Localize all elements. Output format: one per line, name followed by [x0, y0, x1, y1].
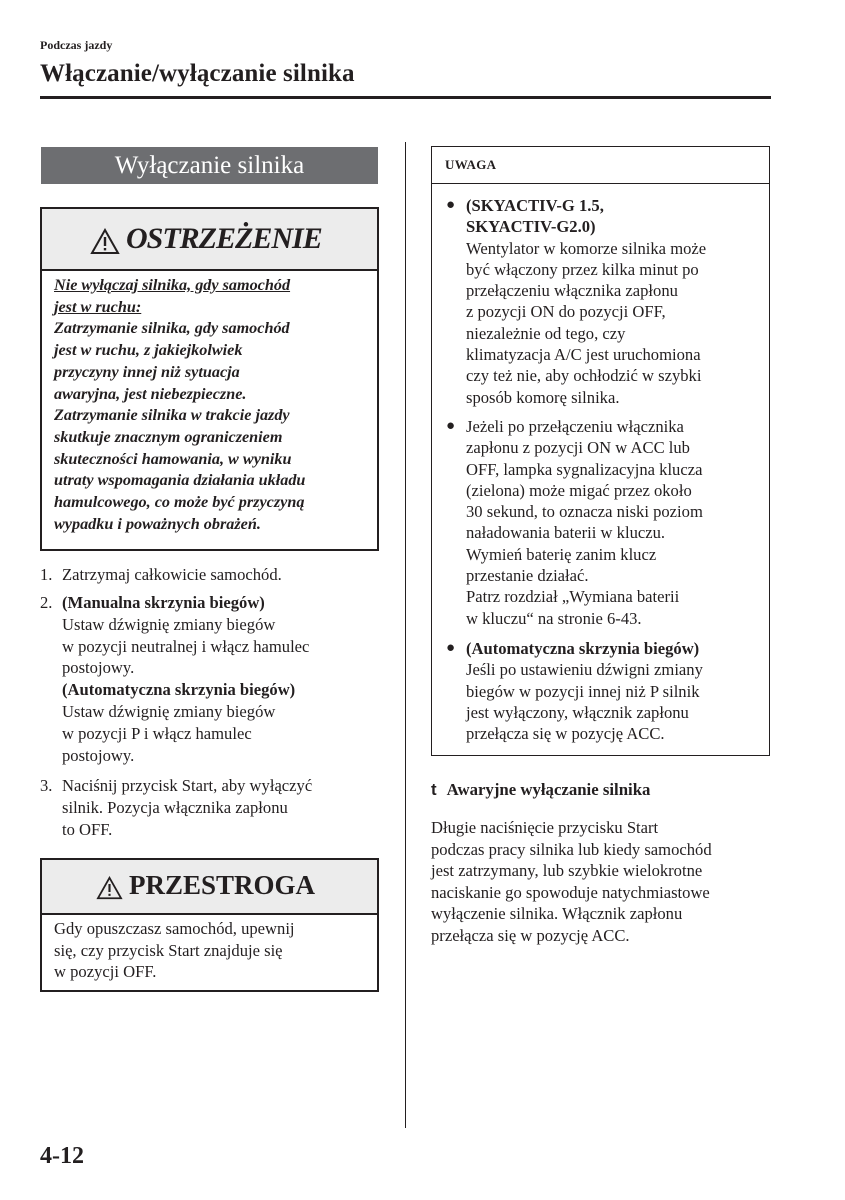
bullet-line: 30 sekund, to oznacza niski poziom — [466, 502, 703, 522]
bullet-line: Wentylator w komorze silnika może — [466, 238, 707, 258]
step-line: silnik. Pozycja włącznika zapłonu — [62, 797, 288, 817]
warning-line: hamulcowego, co może być przyczyną — [54, 493, 305, 512]
paragraph-line: naciskanie go spowoduje natychmiastowe — [431, 882, 710, 902]
bullet-title: (SKYACTIV-G 1.5, — [466, 196, 604, 215]
subsection-paragraph — [431, 817, 776, 947]
step-line: Naciśnij przycisk Start, aby wyłączyć — [62, 776, 313, 795]
bullet-title: SKYACTIV-G2.0) — [466, 217, 596, 237]
paragraph-line: wyłączenie silnika. Włącznik zapłonu — [431, 904, 683, 924]
step-number: 2. — [40, 593, 53, 612]
subsection-heading — [431, 780, 650, 800]
note-header — [432, 147, 769, 184]
caution-line: w pozycji OFF. — [54, 962, 157, 982]
bullet-line: przełącza się w pozycję ACC. — [466, 724, 665, 744]
bullet-line: jest wyłączony, włącznik zapłonu — [466, 702, 689, 722]
bullet-line: z pozycji ON do pozycji OFF, — [466, 302, 666, 322]
caution-title: PRZESTROGA — [129, 870, 316, 900]
note-bullet-3 — [446, 638, 766, 748]
caution-body — [54, 918, 372, 983]
step-subtitle: (Manualna skrzynia biegów) — [62, 593, 265, 612]
bullet-line: przełączeniu włącznika zapłonu — [466, 281, 678, 301]
paragraph-line: przełącza się w pozycję ACC. — [431, 925, 630, 945]
bullet-line: Jeżeli po przełączeniu włącznika — [466, 417, 684, 436]
page-number: 4-12 — [40, 1143, 84, 1169]
bullet-line: (zielona) może migać przez około — [466, 480, 692, 500]
warning-header — [42, 209, 377, 271]
warning-line: Zatrzymanie silnika w trakcie jazdy — [54, 406, 290, 425]
bullet-line: biegów w pozycji innej niż P silnik — [466, 681, 700, 701]
warning-line: Zatrzymanie silnika, gdy samochód — [54, 319, 290, 338]
paragraph-line: Długie naciśnięcie przycisku Start — [431, 818, 659, 837]
step-number: 1. — [40, 565, 53, 584]
warning-title: OSTRZEŻENIE — [126, 222, 322, 255]
bullet-dot-icon: ● — [446, 197, 456, 213]
step-line: postojowy. — [62, 745, 135, 765]
bullet-line: być włączony przez kilka minut po — [466, 259, 699, 279]
bullet-line: Wymień baterię zanim klucz — [466, 544, 657, 564]
bullet-line: Jeśli po ustawieniu dźwigni zmiany — [466, 660, 703, 680]
step-subtitle: (Automatyczna skrzynia biegów) — [62, 680, 296, 700]
section-marker: t — [431, 780, 437, 799]
paragraph-line: podczas pracy silnika lub kiedy samochód — [431, 839, 712, 859]
bullet-line: czy też nie, aby ochłodzić w szybki — [466, 366, 702, 386]
warning-triangle-icon — [90, 228, 120, 255]
subsection-title: Awaryjne wyłączanie silnika — [446, 780, 651, 799]
column-divider — [405, 142, 406, 1128]
warning-line: wypadku i poważnych obrażeń. — [54, 514, 261, 533]
warning-triangle-icon — [96, 876, 123, 900]
note-box — [431, 146, 770, 756]
warning-line: skuteczności hamowania, w wyniku — [54, 449, 292, 468]
bullet-dot-icon: ● — [446, 640, 456, 656]
step-line: w pozycji P i włącz hamulec — [62, 723, 252, 743]
warning-line: utraty wspomagania działania układu — [54, 471, 306, 490]
bullet-line: klimatyzacja A/C jest uruchomiona — [466, 345, 701, 365]
step-line: w pozycji neutralnej i włącz hamulec — [62, 636, 310, 656]
step-line: postojowy. — [62, 658, 135, 678]
warning-line: awaryjna, jest niebezpieczne. — [54, 384, 247, 403]
note-bullet-2 — [446, 416, 766, 631]
step-3 — [40, 775, 390, 845]
bullet-line: naładowania baterii w kluczu. — [466, 523, 666, 543]
step-1 — [40, 564, 390, 588]
note-title: UWAGA — [445, 157, 497, 172]
bullet-line: zapłonu z pozycji ON w ACC lub — [466, 438, 690, 458]
caution-box — [40, 858, 379, 992]
caution-line: Gdy opuszczasz samochód, upewnij — [54, 919, 295, 938]
warning-box — [40, 207, 379, 551]
warning-line: przyczyny innej niż sytuacja — [54, 362, 240, 381]
title-rule — [40, 96, 771, 99]
bullet-line: sposób komorę silnika. — [466, 387, 620, 407]
paragraph-line: jest zatrzymany, lub szybkie wielokrotne — [431, 861, 703, 881]
warning-body — [54, 275, 370, 535]
section-heading: Wyłączanie silnika — [41, 147, 378, 184]
note-bullet-1 — [446, 195, 766, 415]
step-line: Ustaw dźwignię zmiany biegów — [62, 701, 276, 721]
bullet-dot-icon: ● — [446, 418, 456, 434]
bullet-line: Patrz rozdział „Wymiana baterii — [466, 587, 680, 607]
bullet-line: w kluczu“ na stronie 6-43. — [466, 608, 642, 628]
step-2 — [40, 592, 390, 772]
warning-line: skutkuje znacznym ograniczeniem — [54, 427, 283, 446]
section-label: Podczas jazdy — [40, 38, 113, 52]
warning-lead: jest w ruchu: — [54, 297, 142, 316]
caution-header — [42, 860, 377, 915]
bullet-line: OFF, lampka sygnalizacyjna klucza — [466, 459, 703, 479]
step-number: 3. — [40, 776, 53, 795]
bullet-line: przestanie działać. — [466, 566, 589, 586]
bullet-line: niezależnie od tego, czy — [466, 323, 626, 343]
warning-line: jest w ruchu, z jakiejkolwiek — [54, 341, 243, 360]
bullet-title: (Automatyczna skrzynia biegów) — [466, 639, 700, 658]
page-title: Włączanie/wyłączanie silnika — [40, 60, 355, 87]
step-line: Ustaw dźwignię zmiany biegów — [62, 614, 276, 634]
warning-lead: Nie wyłączaj silnika, gdy samochód — [54, 276, 291, 294]
step-line: to OFF. — [62, 819, 113, 839]
step-text: Zatrzymaj całkowicie samochód. — [62, 565, 282, 584]
caution-line: się, czy przycisk Start znajduje się — [54, 940, 283, 960]
